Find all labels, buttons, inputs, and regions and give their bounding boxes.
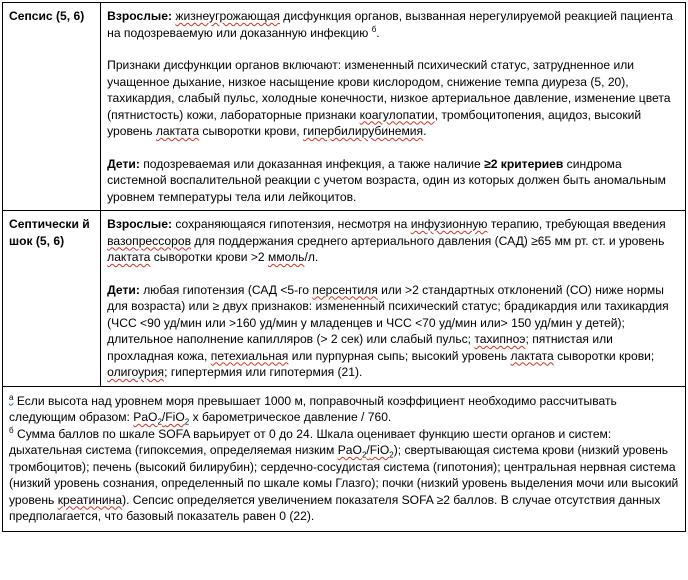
text-run: дисфункция органов, вызванная нерегулируемой реакцией пациента на подозреваемую или доказанную инфекцию — [107, 9, 673, 40]
text-run: ); свертывающая система крови (низкий уровень тромбоцитов); печень (высокий билирубин); сердечно-сосудистая система (гипотония); центральная нервная система (низкий уровень сознания, определенный по шкале комы Глазго); почки (низкий уровень выделения мочи или высокий уровень — [9, 443, 679, 507]
sepsis-adults-paragraph — [107, 8, 679, 41]
footnote-a — [9, 393, 679, 426]
term-sepsis: Сепсис (5, 6) — [3, 3, 101, 211]
footnote-ref-b: б — [371, 24, 377, 34]
text-run: Если высота над уровнем моря превышает 1000 м, поправочный коэффициент необходимо рассчитывать следующим образом: — [9, 393, 617, 424]
table-row-septic-shock — [3, 211, 686, 387]
text-run: FiO — [369, 443, 390, 457]
subscript: 2 — [157, 417, 162, 427]
text-run: PaO — [133, 410, 158, 424]
text-run: любая гипотензия (САД <5-го — [139, 282, 313, 297]
subscript: 2 — [389, 450, 394, 460]
spellcheck-word — [337, 443, 394, 460]
text-run: , тромбоцитопения, ацидоз, высокий уровень — [107, 107, 642, 138]
text-run: ; гипертермия или гипотермия (21). — [164, 365, 363, 379]
text-run: сохраняющаяся гипотензия, несмотря на — [172, 217, 411, 231]
text-run: для поддержания среднего артериального давления (САД) ≥65 мм рт. ст. и уровень — [191, 233, 665, 248]
definition-septic-shock — [101, 211, 686, 387]
spellcheck-word: инфузионную — [410, 217, 488, 231]
children-label: Дети: — [107, 282, 140, 297]
footnotes-cell — [3, 386, 686, 531]
spellcheck-word: креатинина — [57, 492, 123, 507]
spellcheck-word: вазопрессоров — [107, 233, 191, 248]
table-row-sepsis — [3, 3, 686, 211]
text-run: PaO — [337, 443, 362, 457]
text-run: Сумма баллов по шкале SOFA варьирует от 0 до 24. Шкала оценивает функцию шести органов и систем: дыхательная система (гипоксемия, определяемая низким — [9, 426, 612, 457]
text-run: подозреваемая или доказанная инфекция, а также наличие — [139, 156, 485, 171]
term-septic-shock: Септически й шок (5, 6) — [3, 211, 101, 387]
text-run: . — [423, 124, 427, 138]
spellcheck-word: жизнеугрожающая — [175, 9, 280, 23]
shock-children-paragraph — [107, 282, 679, 381]
spellcheck-word: ммоль — [268, 250, 305, 264]
text-run: x барометрическое давление / 760. — [189, 410, 392, 424]
spellcheck-word — [133, 410, 190, 427]
footnote-mark-a: а — [9, 392, 14, 402]
spellcheck-word: коагулопатии — [359, 107, 435, 122]
spellcheck-word: гипербилирубинемия — [302, 124, 424, 138]
definition-sepsis — [101, 3, 686, 211]
sepsis-signs-paragraph — [107, 57, 679, 140]
definitions-document — [2, 2, 686, 532]
spellcheck-word: лактата — [107, 250, 151, 264]
sepsis-children-paragraph — [107, 156, 679, 206]
text-run: сыворотки крови, — [199, 124, 303, 138]
text-run: терапию, требующая введения — [487, 217, 666, 231]
definitions-table — [2, 2, 686, 532]
table-row-footnotes — [3, 386, 686, 531]
text-run: сыворотки крови >2 — [150, 250, 269, 264]
subscript: 2 — [361, 450, 367, 460]
text-run: FiO — [165, 410, 185, 424]
spellcheck-word: лактата — [155, 124, 200, 138]
spellcheck-word: лактата — [510, 348, 554, 363]
text-run: синдрома системной воспалительной реакции с учетом возраста, один из которых должен быть аномальным уровнем температуры тела или лейкоцитов. — [107, 156, 666, 204]
text-run: / — [366, 443, 370, 457]
text-run: / — [161, 410, 166, 424]
text-run: ). Сепсис определяется увеличением показателя SOFA ≥2 баллов. В случае отсутствия данных предполагается, что базовый показатель равен 0 (22). — [9, 492, 661, 523]
spellcheck-word: персентиля — [312, 282, 378, 297]
subscript: 2 — [184, 417, 190, 427]
text-run: или пурпурная сыпь; высокий уровень — [288, 348, 511, 363]
text-run: сыворотки крови; — [553, 348, 655, 363]
text-run: . — [376, 25, 380, 40]
children-label: Дети: — [107, 156, 140, 171]
spellcheck-word: петехиальная — [210, 348, 289, 363]
shock-adults-paragraph — [107, 216, 679, 266]
spellcheck-word: тахипноэ — [474, 332, 526, 346]
spellcheck-word: олигоурия — [107, 365, 165, 379]
criteria-bold: ≥2 критериев — [484, 156, 564, 171]
adults-label: Взрослые: — [107, 217, 172, 231]
text-run: Признаки дисфункции органов включают: измененный психический статус, затрудненное или учащенное дыхание, низкое насыщение крови кислородом, снижение темпа диуреза (5, 20), тахикардия, слабый пульс, холодные конечности, низкое артериальное давление, изменение цвета (пятнистость) кожи, лабораторные признаки — [107, 58, 671, 122]
adults-label: Взрослые: — [107, 9, 172, 23]
footnote-b — [9, 426, 679, 525]
text-run: или >2 стандартных отклонений (СО) ниже нормы для возраста) или ≥ двух признаков: измененный психический статус; брадикардия или тахикардия (ЧСС <90 уд/мин или >160 уд/мин у младенцев и ЧСС <70 уд/мин или> 150 уд/мин у детей); длительное наполнение капилляров (> 2 сек) или слабый пульс; — [107, 282, 669, 346]
text-run: /л. — [304, 250, 319, 264]
text-run: ; пятнистая или прохладная кожа, — [107, 332, 613, 363]
footnote-mark-b: б — [9, 425, 14, 435]
